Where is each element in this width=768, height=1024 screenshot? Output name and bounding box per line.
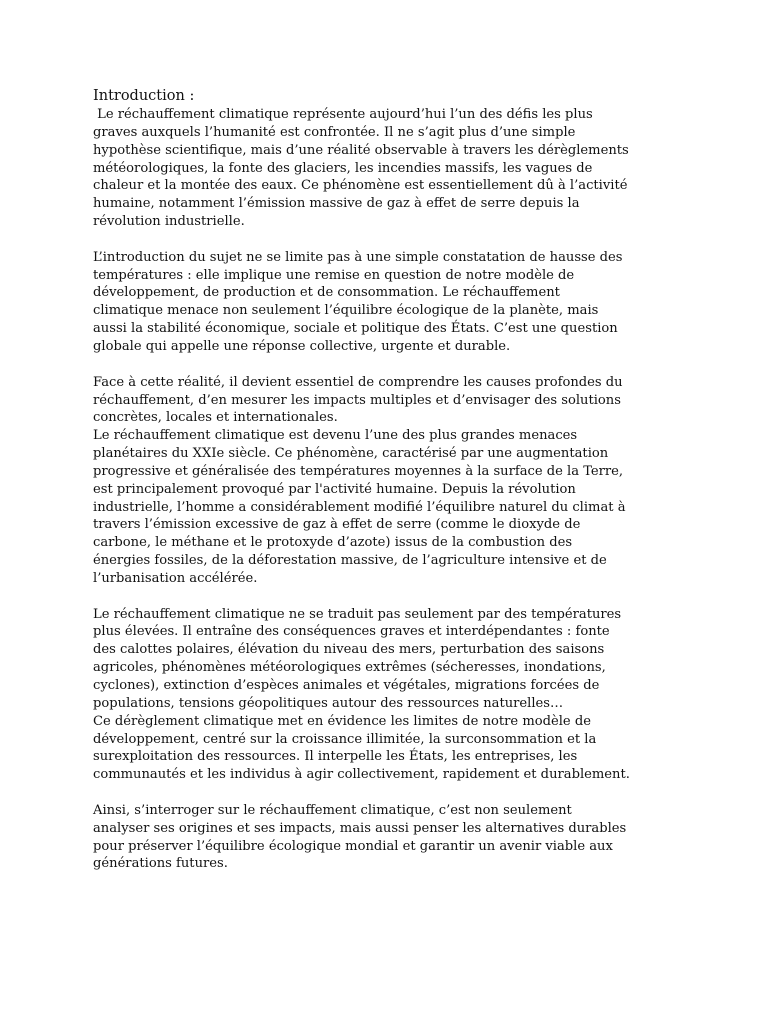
text-line: planétaires du XXIe siècle. Ce phénomène, caractérisé par une augmentation [93,446,609,462]
text-line: Le réchauffement climatique est devenu l’une des plus grandes menaces [93,428,578,444]
text-line: hypothèse scientifique, mais d’une réalité observable à travers les dérèglements [93,142,629,158]
text-line: températures : elle implique une remise en question de notre modèle de [93,267,575,283]
text-line: des calottes polaires, élévation du niveau des mers, perturbation des saisons [93,642,605,658]
text-line: développement, centré sur la croissance illimitée, la surconsommation et la [93,731,597,747]
text-line: surexploitation des ressources. Il interpelle les États, les entreprises, les [93,749,578,765]
document-body [93,86,683,873]
text-line: agricoles, phénomènes météorologiques extrêmes (sécheresses, inondations, [93,660,606,676]
text-line: humaine, notamment l’émission massive de gaz à effet de serre depuis la [93,196,580,212]
text-line: réchauffement, d’en mesurer les impacts multiples et d’envisager des solutions [93,392,621,408]
text-line: climatique menace non seulement l’équilibre écologique de la planète, mais [93,303,599,319]
text-line: révolution industrielle. [93,214,245,230]
document-heading: Introduction : [93,88,195,104]
text-line: travers l’émission excessive de gaz à effet de serre (comme le dioxyde de [93,517,581,533]
text-line: Ce dérèglement climatique met en évidence les limites de notre modèle de [93,713,591,729]
text-line: L’introduction du sujet ne se limite pas à une simple constatation de hausse des [93,249,623,265]
text-line: aussi la stabilité économique, sociale et politique des États. C’est une question [93,321,618,337]
text-line: graves auxquels l’humanité est confrontée. Il ne s’agit plus d’une simple [93,124,576,140]
paragraph-gap [93,356,683,374]
text-line: pour préserver l’équilibre écologique mondial et garantir un avenir viable aux [93,838,613,854]
text-line: Face à cette réalité, il devient essentiel de comprendre les causes profondes du [93,374,623,390]
text-line: cyclones), extinction d’espèces animales et végétales, migrations forcées de [93,678,600,693]
text-line: concrètes, locales et internationales. [93,410,338,426]
text-line: carbone, le méthane et le protoxyde d’azote) issus de la combustion des [93,535,573,551]
text-line: globale qui appelle une réponse collective, urgente et durable. [93,338,511,354]
text-line: populations, tensions géopolitiques autour des ressources naturelles… [93,695,564,711]
paragraph-gap [93,588,683,606]
text-line: industrielle, l’homme a considérablement modifié l’équilibre naturel du climat à [93,499,626,515]
document-lines [93,106,683,873]
text-line: chaleur et la montée des eaux. Ce phénomène est essentiellement dû à l’activité [93,178,628,194]
text-line: énergies fossiles, de la déforestation massive, de l’agriculture intensive et de [93,553,607,569]
paragraph-gap [93,784,683,802]
text-line: analyser ses origines et ses impacts, mais aussi penser les alternatives durables [93,820,627,836]
text-line: météorologiques, la fonte des glaciers, les incendies massifs, les vagues de [93,160,593,176]
text-line: Le réchauffement climatique représente aujourd’hui l’un des défis les plus [93,107,593,122]
text-line: est principalement provoqué par l'activité humaine. Depuis la révolution [93,481,576,497]
text-line: progressive et généralisée des températures moyennes à la surface de la Terre, [93,463,624,479]
text-line: plus élevées. Il entraîne des conséquences graves et interdépendantes : fonte [93,624,610,640]
text-line: Ainsi, s’interroger sur le réchauffement climatique, c’est non seulement [93,802,572,818]
paragraph-gap [93,231,683,249]
text-line: générations futures. [93,856,228,872]
text-line: développement, de production et de consommation. Le réchauffement [93,285,560,301]
text-line: communautés et les individus à agir collectivement, rapidement et durablement. [93,767,630,783]
text-line: Le réchauffement climatique ne se traduit pas seulement par des températures [93,606,622,622]
text-line: l’urbanisation accélérée. [93,570,258,586]
